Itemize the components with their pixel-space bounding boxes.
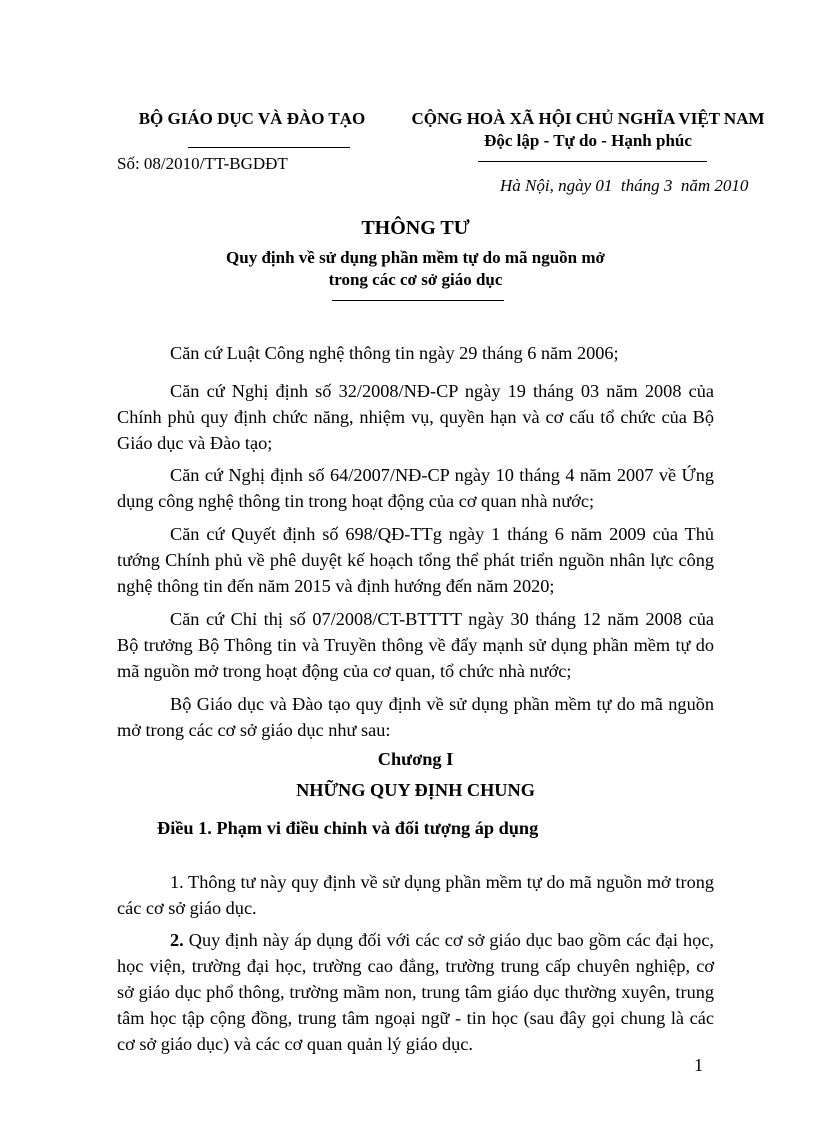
subject-line-1: Quy định về sử dụng phần mềm tự do mã nguồn mở [226, 248, 605, 267]
chapter-title: NHỮNG QUY ĐỊNH CHUNG [296, 780, 535, 800]
ministry-underline [188, 147, 350, 148]
preamble-paragraph: Căn cứ Chỉ thị số 07/2008/CT-BTTTT ngày 30 tháng 12 năm 2008 của Bộ trưởng Bộ Thông tin và Truyền thông về đẩy mạnh sử dụng phần mềm tự do mã nguồn mở trong hoạt động của cơ quan, tổ chức nhà nước; [117, 609, 714, 682]
clause-number: 2. [170, 930, 184, 951]
document-number: Số: 08/2010/TT-BGDĐT [117, 154, 288, 173]
subject-line-2: trong các cơ sở giáo dục [328, 270, 503, 289]
national-motto: Độc lập - Tự do - Hạnh phúc [484, 131, 692, 150]
place-and-date: Hà Nội, ngày 01 tháng 3 năm 2010 [500, 176, 749, 195]
document-type: THÔNG TƯ [361, 217, 470, 239]
article-clause-1: 1. Thông tư này quy định về sử dụng phần mềm tự do mã nguồn mở trong các cơ sở giáo dục. [117, 872, 714, 919]
preamble-paragraph: Căn cứ Nghị định số 64/2007/NĐ-CP ngày 10 tháng 4 năm 2007 về Ứng dụng công nghệ thông tin trong hoạt động của cơ quan nhà nước; [117, 465, 714, 512]
ministry-name: BỘ GIÁO DỤC VÀ ĐÀO TẠO [138, 109, 366, 128]
preamble-paragraph: Căn cứ Luật Công nghệ thông tin ngày 29 tháng 6 năm 2006; [170, 343, 619, 364]
article-heading: Điều 1. Phạm vi điều chỉnh và đối tượng áp dụng [157, 818, 539, 838]
national-title: CỘNG HOÀ XÃ HỘI CHỦ NGHĨA VIỆT NAM [411, 109, 765, 128]
chapter-label: Chương I [377, 749, 454, 769]
clause-text: Quy định này áp dụng đối với các cơ sở giáo dục bao gồm các đại học, học viện, trường đại học, trường cao đẳng, trường trung cấp chuyên nghiệp, cơ sở giáo dục phổ thông, trường mầm non, trung tâm giáo dục thường xuyên, trung tâm học tập cộng đồng, trung tâm ngoại ngữ - tin học (sau đây gọi chung là các cơ sở giáo dục) và các cơ quan quản lý giáo dục. [117, 930, 714, 1055]
preamble-paragraph: Căn cứ Nghị định số 32/2008/NĐ-CP ngày 19 tháng 03 năm 2008 của Chính phủ quy định chức năng, nhiệm vụ, quyền hạn và cơ cấu tổ chức của Bộ Giáo dục và Đào tạo; [117, 381, 714, 454]
motto-underline [478, 161, 707, 162]
preamble-paragraph: Căn cứ Quyết định số 698/QĐ-TTg ngày 1 tháng 6 năm 2009 của Thủ tướng Chính phủ về phê duyệt kế hoạch tổng thể phát triển nguồn nhân lực công nghệ thông tin đến năm 2015 và định hướng đến năm 2020; [117, 524, 714, 597]
preamble-paragraph: Bộ Giáo dục và Đào tạo quy định về sử dụng phần mềm tự do mã nguồn mở trong các cơ sở giáo dục như sau: [117, 694, 714, 741]
page-number: 1 [694, 1055, 704, 1075]
article-clause-2 [117, 927, 714, 1057]
title-underline [332, 300, 504, 301]
